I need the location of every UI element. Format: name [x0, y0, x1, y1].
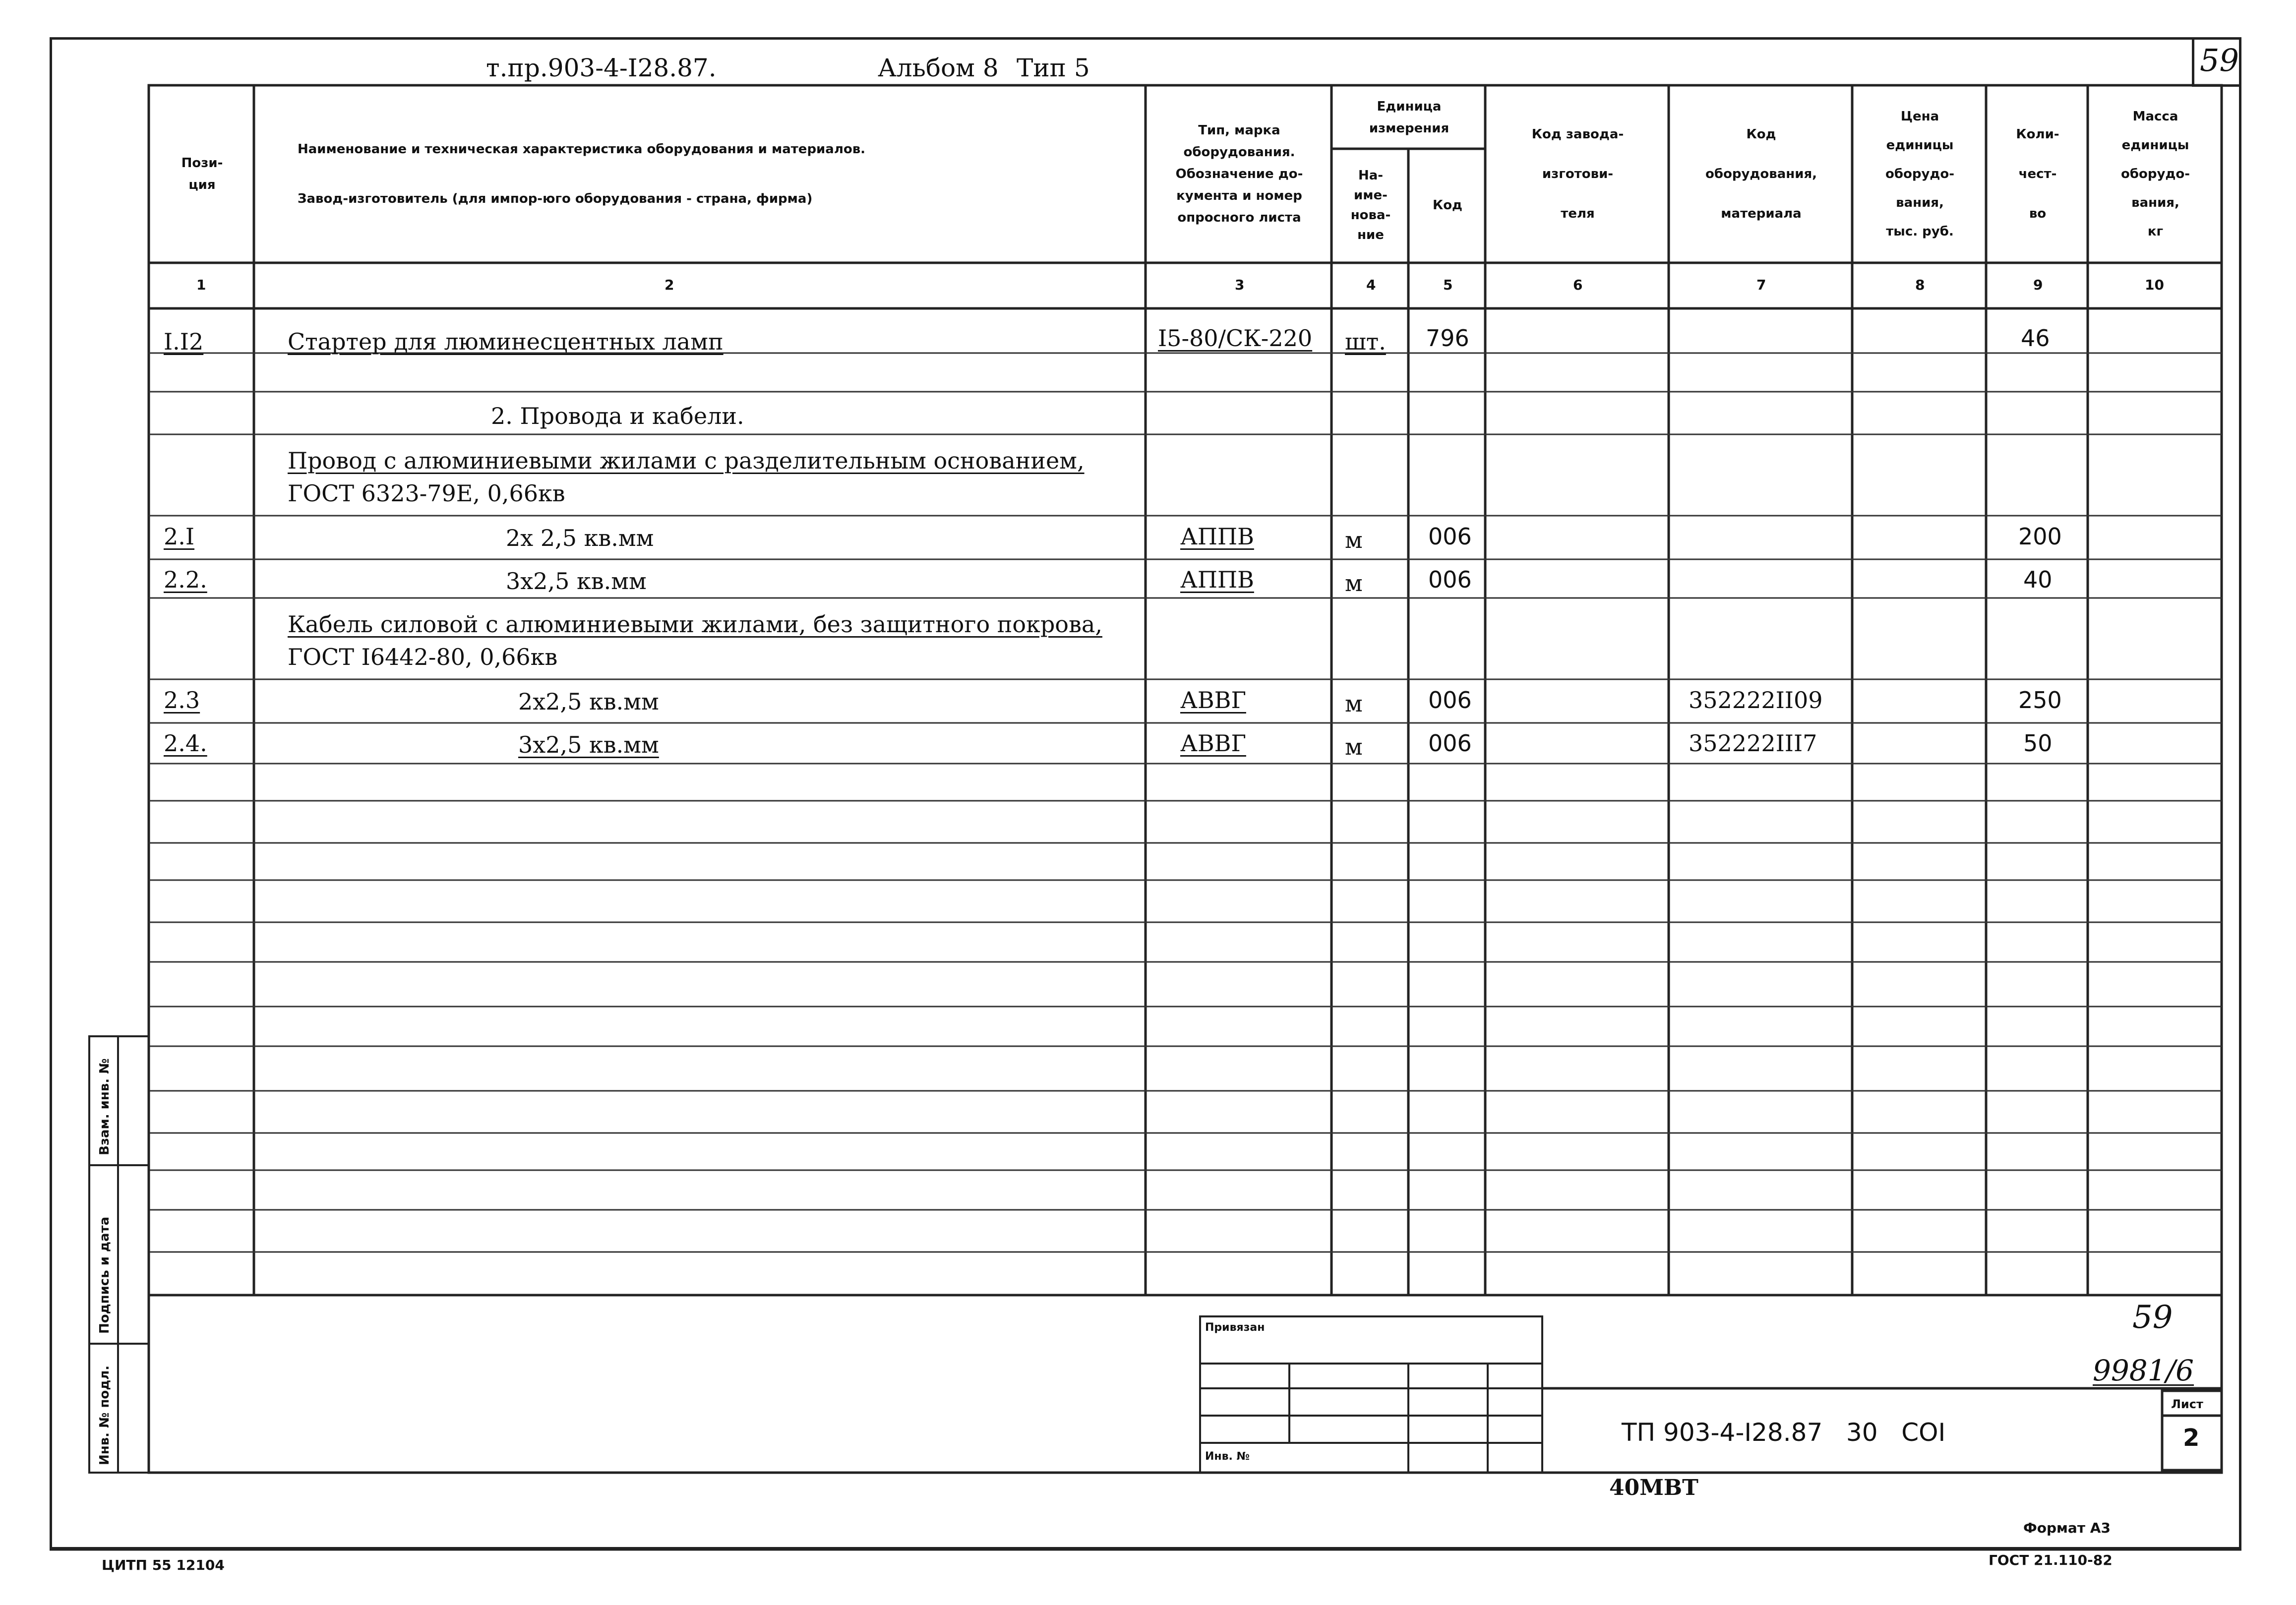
row-unit-code: 006 [1428, 730, 1472, 757]
section-title: 2. Провода и кабели. [491, 403, 744, 429]
col-header-unit-code: Код [1432, 198, 1463, 213]
col-header-price: Цена единицы оборудо- вания, тыс. руб. [1885, 109, 1955, 239]
col-header-name: Наименование и техническая характеристика оборудования и материалов. Завод-изготовитель (для импор-юго оборудования - страна, фирма) [298, 142, 866, 206]
row-name: 2х 2,5 кв.мм [506, 525, 654, 551]
handwritten-ref: 9981/6 [2093, 1354, 2194, 1387]
row-type: АВВГ [1180, 687, 1246, 713]
row-unit-code: 796 [1426, 325, 1469, 352]
row-unit: м [1345, 527, 1363, 553]
type-label: Тип 5 [1017, 54, 1090, 82]
stamp-sub-code: 40МВТ [1609, 1475, 1698, 1500]
row-quantity: 46 [2021, 325, 2050, 352]
row-type: АППВ [1180, 566, 1254, 593]
col-header-quantity: Коли- чест- во [2016, 127, 2059, 221]
row-unit: м [1345, 570, 1363, 596]
handwritten-page: 59 [2132, 1299, 2173, 1336]
col-header-unit: Единица измерения [1369, 99, 1450, 136]
row-quantity: 40 [2023, 566, 2053, 593]
row-unit-code: 006 [1428, 566, 1472, 593]
footer-format: Формат А3 [2023, 1520, 2111, 1536]
col-number-1: 1 [196, 277, 206, 293]
page-number: 59 [2200, 42, 2239, 78]
row-type: АППВ [1180, 523, 1254, 550]
row-material-code: 352222III7 [1689, 730, 1817, 757]
col-header-material-code: Код оборудования, материала [1705, 127, 1817, 221]
col-number-7: 7 [1756, 277, 1766, 293]
row-unit: м [1345, 733, 1363, 760]
row-type: АВВГ [1180, 730, 1246, 757]
row-position: I.I2 [164, 328, 204, 355]
row-name: 3х2,5 кв.мм [518, 731, 659, 758]
side-label-replace-inv: Взам. инв. № [97, 1058, 112, 1155]
group-description: Провод с алюминиевыми жилами с разделительным основанием, [288, 447, 1085, 474]
col-number-4: 4 [1366, 277, 1376, 293]
row-unit: м [1345, 690, 1363, 717]
row-quantity: 50 [2023, 730, 2053, 757]
col-number-5: 5 [1443, 277, 1453, 293]
row-type: I5-80/СК-220 [1158, 325, 1313, 352]
row-name: 2х2,5 кв.мм [518, 688, 659, 715]
row-name: Стартер для люминесцентных ламп [288, 328, 724, 355]
album-label: Альбом 8 [878, 54, 999, 82]
col-header-unit-name: На- име- нова- ние [1350, 168, 1391, 242]
row-quantity: 250 [2018, 687, 2062, 713]
group-description: Кабель силовой с алюминиевыми жилами, без защитного покрова, [288, 611, 1102, 638]
row-position: 2.4. [164, 730, 207, 757]
footer-left-code: ЦИТП 55 12104 [102, 1557, 225, 1573]
document-code: ТП 903-4-I28.87 30 СОI [1622, 1418, 1946, 1447]
footer-gost: ГОСТ 21.110-82 [1989, 1552, 2113, 1568]
row-material-code: 352222II09 [1689, 687, 1823, 713]
row-position: 2.3 [164, 687, 200, 713]
row-unit: шт. [1345, 328, 1386, 355]
side-label-original-inv: Инв. № подл. [97, 1365, 112, 1465]
sheet-number: 2 [2183, 1424, 2200, 1452]
col-number-6: 6 [1573, 277, 1583, 293]
col-number-8: 8 [1915, 277, 1925, 293]
row-position: 2.I [164, 523, 195, 550]
col-header-plant-code: Код завода- изготови- теля [1531, 127, 1624, 221]
col-header-mass: Масса единицы оборудо- вания, кг [2120, 109, 2190, 239]
row-position: 2.2. [164, 566, 207, 593]
col-header-position: Пози- ция [181, 156, 223, 192]
row-quantity: 200 [2018, 523, 2062, 550]
side-label-signature-date: Подпись и дата [97, 1216, 112, 1334]
col-number-10: 10 [2145, 277, 2164, 293]
stamp-inv-label: Инв. № [1205, 1450, 1250, 1463]
row-unit-code: 006 [1428, 523, 1472, 550]
col-number-3: 3 [1235, 277, 1245, 293]
project-ref: т.пр.903-4-I28.87. [486, 54, 717, 82]
stamp-attached-label: Привязан [1205, 1321, 1265, 1334]
row-unit-code: 006 [1428, 687, 1472, 713]
col-number-2: 2 [665, 277, 674, 293]
col-header-type: Тип, марка оборудования. Обозначение до- кумента и номер опросного листа [1175, 123, 1303, 225]
col-number-9: 9 [2033, 277, 2043, 293]
sheet-label: Лист [2171, 1397, 2203, 1411]
group-standard: ГОСТ I6442-80, 0,66кв [288, 644, 558, 670]
group-standard: ГОСТ 6323-79Е, 0,66кв [288, 480, 565, 507]
row-name: 3х2,5 кв.мм [506, 568, 647, 594]
